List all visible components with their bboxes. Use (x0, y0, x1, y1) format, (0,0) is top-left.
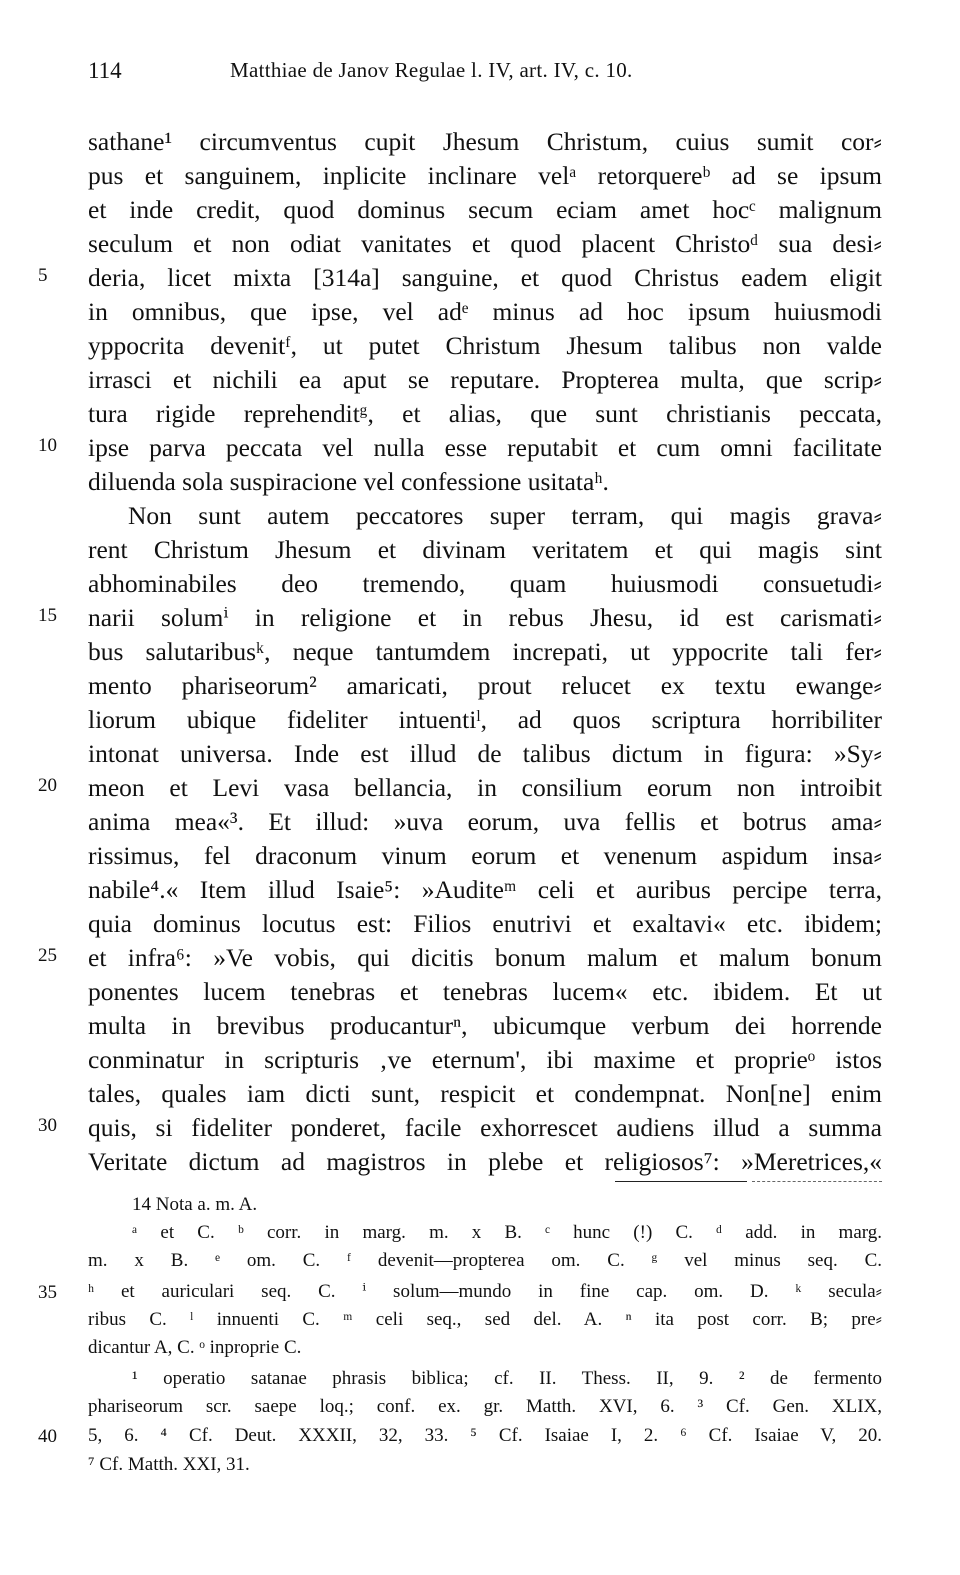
line-number: 40 (38, 1426, 57, 1447)
body-line: quia dominus locutus est: Filios enutrivi et exaltavi« etc. ibidem; (88, 909, 882, 938)
page-header (88, 58, 888, 88)
body-line: abhominabiles deo tremendo, quam huiusmodi consuetudi⸗ (88, 569, 882, 598)
body-line: narii solumⁱ in religione et in rebus Jhesu, id est carismati⸗ (88, 603, 882, 632)
body-line: nabile⁴.« Item illud Isaie⁵: »Auditeᵐ celi et auribus percipe terra, (88, 875, 882, 904)
footnote-separator-dashed (752, 1181, 882, 1182)
footnote-line: phariseorum scr. saepe loq.; conf. ex. gr. Matth. XVI, 6. ³ Cf. Gen. XLIX, (88, 1396, 882, 1417)
body-line: et inde credit, quod dominus secum eciam amet hocᶜ malignum (88, 195, 882, 224)
body-line: multa in brevibus producanturⁿ, ubicumque verbum dei horrende (88, 1011, 882, 1040)
body-line: diluenda sola suspiracione vel confessione usitataʰ. (88, 467, 609, 496)
running-title: Matthiae de Janov Regulae l. IV, art. IV, c. 10. (230, 58, 633, 82)
body-line: tura rigide reprehenditᵍ, et alias, que sunt christianis peccata, (88, 399, 882, 428)
body-line: conminatur in scripturis ‚ve eternum', ibi maxime et proprieᵒ istos (88, 1045, 882, 1074)
body-line: liorum ubique fideliter intuentiˡ, ad quos scriptura horribiliter (88, 705, 882, 734)
body-line: sathane¹ circumventus cupit Jhesum Christum, cuius sumit cor⸗ (88, 127, 882, 156)
body-line: mento phariseorum² amaricati, prout relucet ex textu ewange⸗ (88, 671, 882, 700)
page-number: 114 (88, 58, 122, 83)
body-line: ponentes lucem tenebras et tenebras lucem« etc. ibidem. Et ut (88, 977, 882, 1006)
body-line: anima mea«³. Et illud: »uva eorum, uva fellis et botrus ama⸗ (88, 807, 882, 836)
footnote-separator (615, 1181, 747, 1182)
body-line: et infra⁶: »Ve vobis, qui dicitis bonum malum et malum bonum (88, 943, 882, 972)
body-line: bus salutaribusᵏ, neque tantumdem increpati, ut yppocrite tali fer⸗ (88, 637, 882, 666)
body-line: tales, quales iam dicti sunt, respicit et condempnat. Non[ne] enim (88, 1079, 882, 1108)
line-number: 20 (38, 775, 57, 796)
footnote-line: 14 Nota a. m. A. (132, 1194, 258, 1215)
body-line: Non sunt autem peccatores super terram, qui magis grava⸗ (128, 501, 882, 530)
body-line: meon et Levi vasa bellancia, in consilium eorum non introibit (88, 773, 882, 802)
body-line: intonat universa. Inde est illud de talibus dictum in figura: »Sy⸗ (88, 739, 882, 768)
footnote-line: ¹ operatio satanae phrasis biblica; cf. II. Thess. II, 9. ² de fermento (132, 1368, 882, 1389)
footnote-line: m. x B. ᵉ om. C. ᶠ devenit—propterea om. C. ᵍ vel minus seq. C. (88, 1250, 882, 1271)
body-line: rissimus, fel draconum vinum eorum et venenum aspidum insa⸗ (88, 841, 882, 870)
footnote-line: 5, 6. ⁴ Cf. Deut. XXXII, 32, 33. ⁵ Cf. Isaiae I, 2. ⁶ Cf. Isaiae V, 20. (88, 1425, 882, 1446)
body-line: seculum et non odiat vanitates et quod placent Christoᵈ sua desi⸗ (88, 229, 882, 258)
footnote-line: ᵃ et C. ᵇ corr. in marg. m. x B. ᶜ hunc (!) C. ᵈ add. in marg. (132, 1222, 882, 1243)
body-line: pus et sanguinem, inplicite inclinare velᵃ retorquereᵇ ad se ipsum (88, 161, 882, 190)
line-number: 25 (38, 945, 57, 966)
body-line: in omnibus, que ipse, vel adᵉ minus ad hoc ipsum huiusmodi (88, 297, 882, 326)
line-number: 30 (38, 1115, 57, 1136)
body-line: Veritate dictum ad magistros in plebe et religiosos⁷: »Meretrices,« (88, 1147, 882, 1176)
footnote-line: dicantur A, C. ᵒ inproprie C. (88, 1337, 302, 1358)
body-line: quis, si fideliter ponderet, facile exhorrescet audiens illud a summa (88, 1113, 882, 1142)
footnote-line: ribus C. ˡ innuenti C. ᵐ celi seq., sed del. A. ⁿ ita post corr. B; pre⸗ (88, 1309, 882, 1330)
line-number: 10 (38, 435, 57, 456)
footnote-line: ʰ et auriculari seq. C. ⁱ solum—mundo in fine cap. om. D. ᵏ secula⸗ (88, 1281, 882, 1302)
body-line: ipse parva peccata vel nulla esse reputabit et cum omni facilitate (88, 433, 882, 462)
body-line: deria, licet mixta [314a] sanguine, et quod Christus eadem eligit (88, 263, 882, 292)
line-number: 35 (38, 1282, 57, 1303)
body-line: yppocrita devenitᶠ, ut putet Christum Jhesum talibus non valde (88, 331, 882, 360)
body-line: rent Christum Jhesum et divinam veritatem et qui magis sint (88, 535, 882, 564)
body-line: irrasci et nichili ea aput se reputare. Propterea multa, que scrip⸗ (88, 365, 882, 394)
line-number: 15 (38, 605, 57, 626)
line-number: 5 (38, 265, 48, 286)
footnote-line: ⁷ Cf. Matth. XXI, 31. (88, 1454, 250, 1475)
